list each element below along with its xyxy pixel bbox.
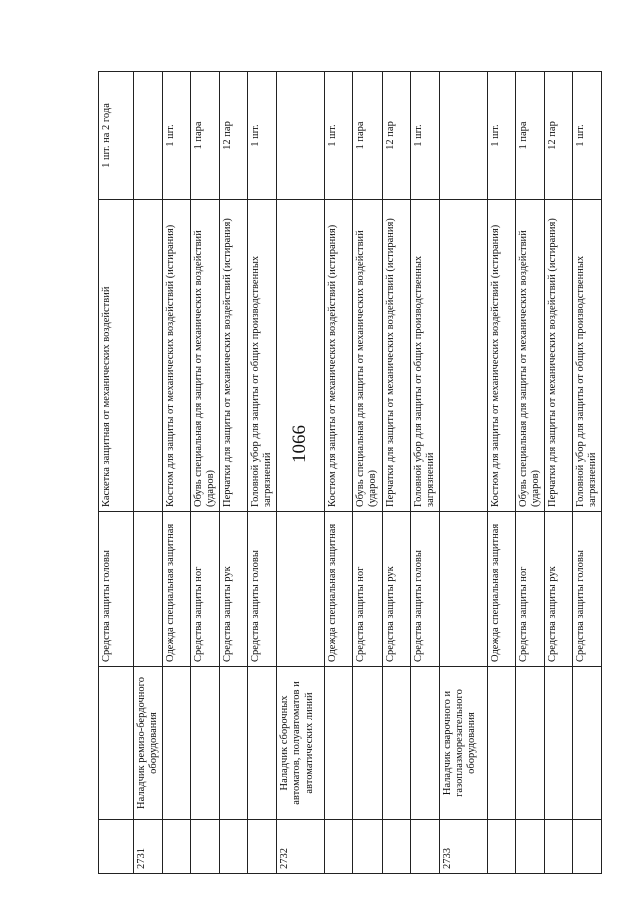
issue-norm: 1 шт. (410, 72, 439, 200)
profession-name: Наладчик ремизо-бердочного оборудования (134, 667, 163, 820)
row-number (515, 820, 544, 874)
row-number (572, 820, 601, 874)
row-number (191, 820, 220, 874)
ppe-category: Средства защиты ног (515, 512, 544, 667)
profession-name (248, 667, 277, 820)
table-row (382, 72, 410, 874)
ppe-item: Головной убор для защиты от общих производственных загрязнений (572, 200, 601, 512)
ppe-category: Средства защиты головы (248, 512, 277, 667)
rotated-table-container (98, 72, 598, 874)
issue-norm: 1 шт. на 2 года (99, 72, 134, 200)
profession-name (515, 667, 544, 820)
issue-norm: 12 пар (382, 72, 410, 200)
table-row (220, 72, 248, 874)
ppe-item: Костюм для защиты от механических воздействий (истирания) (487, 200, 515, 512)
table-row (277, 72, 325, 874)
table-row (325, 72, 353, 874)
ppe-category: Одежда специальная защитная (487, 512, 515, 667)
row-number: 2733 (439, 820, 487, 874)
ppe-category: Средства защиты головы (410, 512, 439, 667)
table-row (572, 72, 601, 874)
row-number (163, 820, 191, 874)
ppe-category: Средства защиты головы (572, 512, 601, 667)
ppe-item: Головной убор для защиты от общих производственных загрязнений (248, 200, 277, 512)
profession-name (99, 667, 134, 820)
issue-norm: 1 пара (515, 72, 544, 200)
ppe-category (439, 512, 487, 667)
ppe-item: Обувь специальная для защиты от механических воздействий (ударов) (515, 200, 544, 512)
page-number: 1066 (289, 425, 310, 463)
profession-name (220, 667, 248, 820)
ppe-category: Одежда специальная защитная (325, 512, 353, 667)
table-row (99, 72, 134, 874)
ppe-category: Средства защиты головы (99, 512, 134, 667)
ppe-item: Обувь специальная для защиты от механических воздействий (ударов) (353, 200, 382, 512)
ppe-category: Средства защиты рук (544, 512, 572, 667)
issue-norm: 1 шт. (163, 72, 191, 200)
ppe-category: Средства защиты ног (353, 512, 382, 667)
row-number (487, 820, 515, 874)
profession-name (410, 667, 439, 820)
ppe-category (277, 512, 325, 667)
table-row (134, 72, 163, 874)
ppe-category: Средства защиты ног (191, 512, 220, 667)
profession-name (544, 667, 572, 820)
profession-name (163, 667, 191, 820)
issue-norm: 1 шт. (487, 72, 515, 200)
ppe-item: Перчатки для защиты от механических воздействий (истирания) (220, 200, 248, 512)
table-row (487, 72, 515, 874)
ppe-item: Перчатки для защиты от механических воздействий (истирания) (544, 200, 572, 512)
row-number (248, 820, 277, 874)
table-row (353, 72, 382, 874)
profession-name: Наладчик сборочных автоматов, полуавтоматов и автоматических линий (277, 667, 325, 820)
row-number: 2732 (277, 820, 325, 874)
table-row (515, 72, 544, 874)
row-number (325, 820, 353, 874)
issue-norm: 1 шт. (248, 72, 277, 200)
profession-name (325, 667, 353, 820)
issue-norm (277, 72, 325, 200)
row-number (544, 820, 572, 874)
profession-name (487, 667, 515, 820)
issue-norm (134, 72, 163, 200)
row-number: 2731 (134, 820, 163, 874)
table-row (191, 72, 220, 874)
ppe-item: Обувь специальная для защиты от механических воздействий (ударов) (191, 200, 220, 512)
ppe-norms-table (98, 71, 602, 874)
row-number (220, 820, 248, 874)
issue-norm: 12 пар (220, 72, 248, 200)
profession-name (382, 667, 410, 820)
profession-name (191, 667, 220, 820)
issue-norm: 1 шт. (572, 72, 601, 200)
ppe-item (277, 200, 325, 512)
ppe-item: Костюм для защиты от механических воздействий (истирания) (163, 200, 191, 512)
row-number (99, 820, 134, 874)
issue-norm: 12 пар (544, 72, 572, 200)
issue-norm: 1 пара (353, 72, 382, 200)
ppe-category (134, 512, 163, 667)
profession-name (572, 667, 601, 820)
row-number (353, 820, 382, 874)
profession-name: Наладчик сварочного и газоплазморезательного оборудования (439, 667, 487, 820)
issue-norm (439, 72, 487, 200)
table-row (163, 72, 191, 874)
row-number (382, 820, 410, 874)
ppe-category: Одежда специальная защитная (163, 512, 191, 667)
issue-norm: 1 пара (191, 72, 220, 200)
table-row (544, 72, 572, 874)
ppe-item (134, 200, 163, 512)
ppe-item: Костюм для защиты от механических воздействий (истирания) (325, 200, 353, 512)
ppe-item (439, 200, 487, 512)
row-number (410, 820, 439, 874)
ppe-item: Перчатки для защиты от механических воздействий (истирания) (382, 200, 410, 512)
table-row (410, 72, 439, 874)
table-row (248, 72, 277, 874)
issue-norm: 1 шт. (325, 72, 353, 200)
ppe-category: Средства защиты рук (220, 512, 248, 667)
table-row (439, 72, 487, 874)
profession-name (353, 667, 382, 820)
ppe-item: Головной убор для защиты от общих производственных загрязнений (410, 200, 439, 512)
ppe-category: Средства защиты рук (382, 512, 410, 667)
ppe-item: Каскетка защитная от механических воздействий (99, 200, 134, 512)
